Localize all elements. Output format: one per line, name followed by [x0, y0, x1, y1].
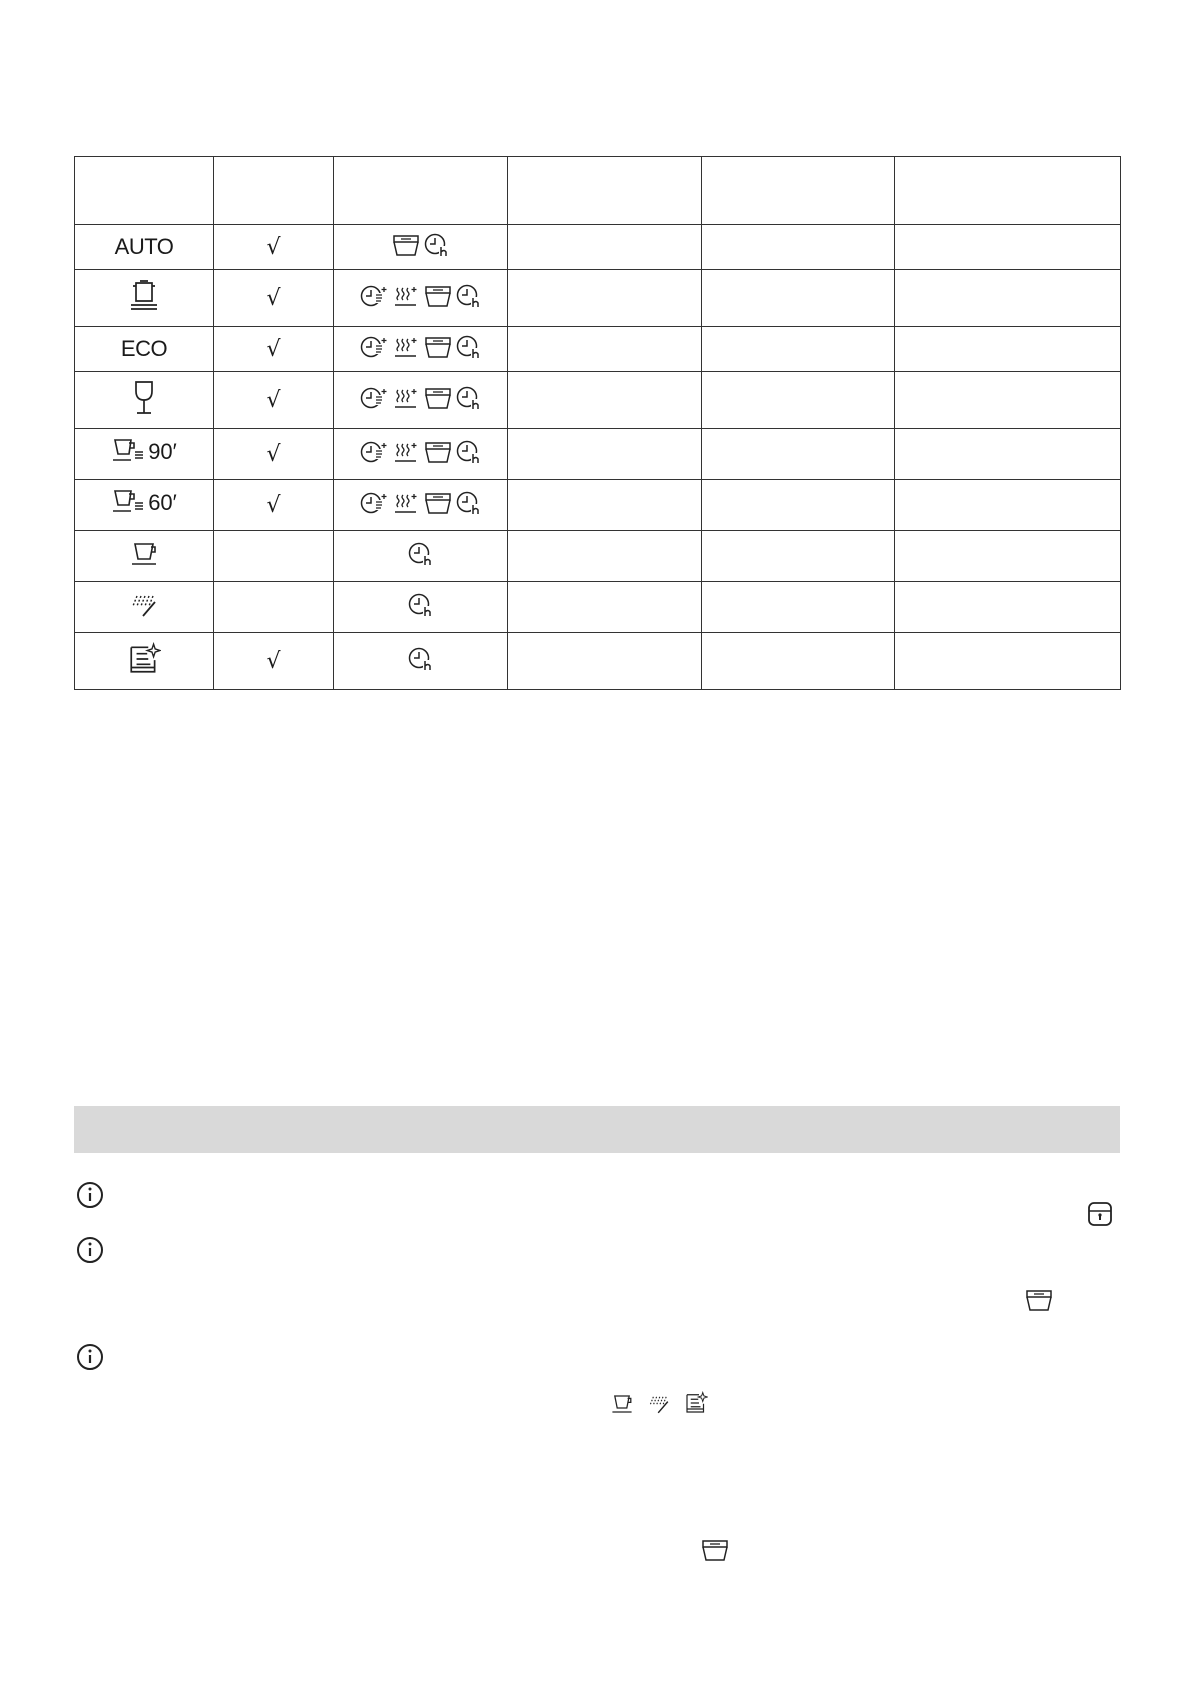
duration-90-label: 90′ [148, 438, 177, 464]
cup-icon [610, 1392, 634, 1416]
extra-time-icon [360, 385, 388, 411]
extra-time-icon [360, 439, 388, 465]
empty-cell [508, 429, 702, 480]
check-cell [214, 327, 334, 372]
lock-icon [1086, 1200, 1114, 1228]
options-cell [334, 633, 508, 690]
empty-cell [895, 327, 1121, 372]
check-mark: √ [266, 285, 281, 311]
options-cell [334, 327, 508, 372]
empty-cell [702, 429, 895, 480]
wine-glass-icon [129, 379, 159, 417]
options-cell [334, 582, 508, 633]
extra-dry-icon [392, 385, 420, 411]
empty-cell [702, 270, 895, 327]
options-cell [334, 270, 508, 327]
check-mark: √ [266, 492, 281, 518]
empty-cell [702, 327, 895, 372]
header-cell [214, 157, 334, 225]
check-cell [214, 582, 334, 633]
empty-cell [702, 582, 895, 633]
empty-cell [895, 633, 1121, 690]
info-icon [76, 1343, 104, 1371]
empty-cell [895, 270, 1121, 327]
extra-dry-icon [392, 439, 420, 465]
check-cell [214, 225, 334, 270]
program-cell [75, 270, 214, 327]
check-mark: √ [266, 648, 281, 674]
empty-cell [702, 633, 895, 690]
empty-cell [508, 270, 702, 327]
check-mark: √ [266, 387, 281, 413]
cup-60-icon [111, 487, 145, 519]
cup-90-icon [111, 436, 145, 468]
time-save-icon [424, 232, 450, 258]
empty-cell [895, 582, 1121, 633]
empty-cell [702, 531, 895, 582]
program-cell [75, 531, 214, 582]
extra-dry-icon [392, 490, 420, 516]
program-cell [75, 633, 214, 690]
program-cell [75, 372, 214, 429]
table-row [75, 372, 1121, 429]
extra-dry-icon [392, 334, 420, 360]
machine-care-icon [684, 1391, 708, 1415]
rinse-spray-icon [129, 590, 159, 620]
machine-care-icon [127, 642, 161, 676]
empty-cell [895, 225, 1121, 270]
empty-cell [895, 372, 1121, 429]
time-save-icon [456, 490, 482, 516]
time-save-icon [456, 334, 482, 360]
options-cell [334, 429, 508, 480]
table-header-row [75, 157, 1121, 225]
door-open-icon [392, 233, 420, 257]
extra-time-icon [360, 334, 388, 360]
door-open-icon [1025, 1288, 1053, 1312]
table-row [75, 480, 1121, 531]
info-icon [76, 1236, 104, 1264]
check-cell [214, 531, 334, 582]
door-open-icon [424, 491, 452, 515]
door-open-icon [701, 1538, 729, 1562]
header-cell [508, 157, 702, 225]
table-row [75, 327, 1121, 372]
table-row [75, 270, 1121, 327]
table-row [75, 633, 1121, 690]
empty-cell [508, 372, 702, 429]
check-cell [214, 633, 334, 690]
program-cell [75, 429, 214, 480]
door-open-icon [424, 386, 452, 410]
time-save-icon [456, 385, 482, 411]
empty-cell [895, 429, 1121, 480]
empty-cell [702, 372, 895, 429]
check-cell [214, 372, 334, 429]
check-mark: √ [266, 234, 281, 260]
program-eco-label: ECO [120, 336, 168, 361]
program-options-table [74, 156, 1121, 690]
check-mark: √ [266, 441, 281, 467]
empty-cell [702, 225, 895, 270]
time-save-icon [456, 439, 482, 465]
empty-cell [508, 531, 702, 582]
door-open-icon [424, 335, 452, 359]
extra-dry-icon [392, 283, 420, 309]
empty-cell [508, 633, 702, 690]
table-row [75, 429, 1121, 480]
options-cell [334, 480, 508, 531]
duration-60-label: 60′ [148, 489, 177, 515]
empty-cell [702, 480, 895, 531]
check-cell [214, 270, 334, 327]
check-mark: √ [266, 336, 281, 362]
empty-cell [508, 480, 702, 531]
header-cell [75, 157, 214, 225]
time-save-icon [408, 541, 434, 567]
info-icon [76, 1181, 104, 1209]
cup-icon [129, 539, 159, 569]
empty-cell [895, 531, 1121, 582]
check-cell [214, 429, 334, 480]
empty-cell [508, 225, 702, 270]
extra-time-icon [360, 490, 388, 516]
options-cell [334, 531, 508, 582]
time-save-icon [456, 283, 482, 309]
options-cell [334, 372, 508, 429]
empty-cell [508, 327, 702, 372]
rinse-spray-icon [647, 1392, 671, 1416]
time-save-icon [408, 646, 434, 672]
program-cell [75, 480, 214, 531]
options-cell [334, 225, 508, 270]
door-open-icon [424, 284, 452, 308]
table-row [75, 225, 1121, 270]
check-cell [214, 480, 334, 531]
program-auto-label: AUTO [114, 234, 174, 259]
section-banner [74, 1106, 1120, 1153]
header-cell [334, 157, 508, 225]
program-cell [75, 225, 214, 270]
extra-time-icon [360, 283, 388, 309]
table-row [75, 531, 1121, 582]
program-cell [75, 327, 214, 372]
empty-cell [895, 480, 1121, 531]
time-save-icon [408, 592, 434, 618]
door-open-icon [424, 440, 452, 464]
empty-cell [508, 582, 702, 633]
table-row [75, 582, 1121, 633]
pot-icon [125, 277, 163, 315]
program-cell [75, 582, 214, 633]
header-cell [702, 157, 895, 225]
header-cell [895, 157, 1121, 225]
